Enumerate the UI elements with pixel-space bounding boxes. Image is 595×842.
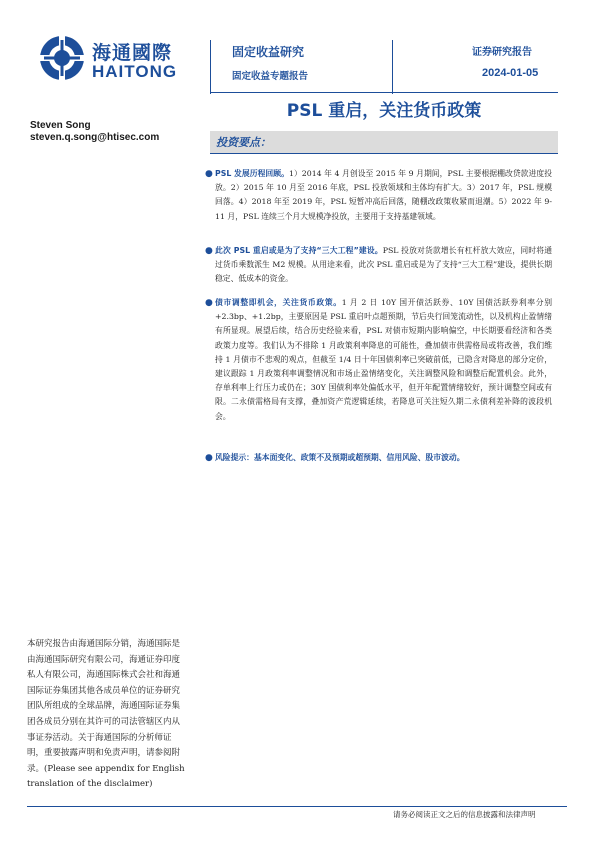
list-item bbox=[205, 296, 552, 424]
report-subcategory: 固定收益专题报告 bbox=[232, 71, 309, 82]
bullet-text: PSL 投放对货款增长有杠杆放大效应，同时将通过货币乘数派生 M2 规模。从用途来看，此次 PSL 重启或是为了支持“三大工程”建设，提供长期稳定、低成本的资金。 bbox=[215, 246, 552, 284]
list-item bbox=[205, 451, 552, 465]
investment-points-label: 投资要点： bbox=[216, 136, 271, 149]
footer-rule bbox=[27, 806, 567, 807]
bullet-icon: ● bbox=[205, 246, 213, 256]
analyst-name: Steven Song bbox=[30, 120, 91, 131]
report-category: 固定收益研究 bbox=[232, 45, 305, 59]
report-type: 证券研究报告 bbox=[472, 47, 532, 58]
header-rule bbox=[210, 92, 558, 93]
disclaimer-text: 本研究报告由海通国际分销，海通国际是由海通国际研究有限公司，海通证券印度私人有限公司，海通国际株式会社和海通国际证券集团其他各成员单位的证券研究团队所组成的全球品牌，海通国际证券集团各成员分别在其许可的司法管辖区内从事证券活动。关于海通国际的分析师证明，重要披露声明和免责声明，请参阅附录。(Please see appendix for English translation of the disclaimer) bbox=[27, 639, 185, 790]
bullet-icon: ● bbox=[205, 169, 213, 179]
bullet-text: 基本面变化、政策不及预期或超预期、信用风险、股市波动。 bbox=[253, 453, 465, 462]
bullet-text: 1 月 2 日 10Y 国开债活跃券、10Y 国债活跃券利率分别+2.3bp、+1.2bp，主要原因是 PSL 重启叶点超预期，节后央行回笼流动性，以及机构止盈情绪有所显现。展望后续，结合历史经验来看，PSL 对债市短期内影响偏空，中长期要看经济和各类政策力度等。我们认为不排除 1 月政策利率降息的可能性，叠加债市供需格局或将改善，我们维持 1 月债市不悲观的观点，但截至 1/4 日十年国债利率已突破前低，已隐含对降息的部分定价，建议跟踪 1 月政策利率调整情况和市场止盈情绪变化，关注调整风险和调整后配置机会。此外，存单利率上行压力或仍在；30Y 国债利率处偏低水平，但开年配置情绪较好，预计调整空间或有限。二永债需格局有支撑，叠加资产荒逻辑延续，若降息可关注短久期二永债利差补降的波段机会。 bbox=[215, 298, 552, 421]
list-item bbox=[205, 167, 552, 224]
haitong-logo-icon bbox=[38, 34, 86, 82]
bullet-highlight: 此次 PSL 重启或是为了支持“三大工程”建设。 bbox=[215, 246, 383, 255]
page-title: PSL 重启，关注货币政策 bbox=[286, 101, 482, 121]
header-divider bbox=[392, 40, 393, 94]
bullet-highlight: PSL 发展历程回顾。 bbox=[215, 169, 289, 178]
list-item bbox=[205, 244, 552, 287]
logo-chinese-name: 海通國際 bbox=[92, 42, 173, 64]
footer-notice: 请务必阅读正文之后的信息披露和法律声明 bbox=[393, 810, 536, 819]
logo-english-name: HAITONG bbox=[92, 62, 178, 81]
bullet-text: 1）2014 年 4 月创设至 2015 年 9 月期间，PSL 主要根据棚改贷款进度投放。2）2015 年 10 月至 2016 年底，PSL 投放领域和主体均有扩大。3）2017 年，PSL 规模回落。4）2018 年至 2019 年，PSL 短暂冲高后回落，随棚改政策收紧而退潮。5）2022 年 9-11 月，PSL 连续三个月大规模净投放，主要用于支持基建领域。 bbox=[215, 169, 552, 221]
bullet-icon: ● bbox=[205, 298, 213, 308]
bullet-highlight: 风险提示： bbox=[215, 453, 254, 462]
bullet-highlight: 债市调整即机会，关注货币政策。 bbox=[215, 298, 342, 307]
analyst-email[interactable]: steven.q.song@htisec.com bbox=[30, 132, 160, 143]
header-divider bbox=[210, 40, 211, 94]
report-date: 2024-01-05 bbox=[482, 67, 539, 79]
bullet-icon: ● bbox=[205, 453, 213, 463]
